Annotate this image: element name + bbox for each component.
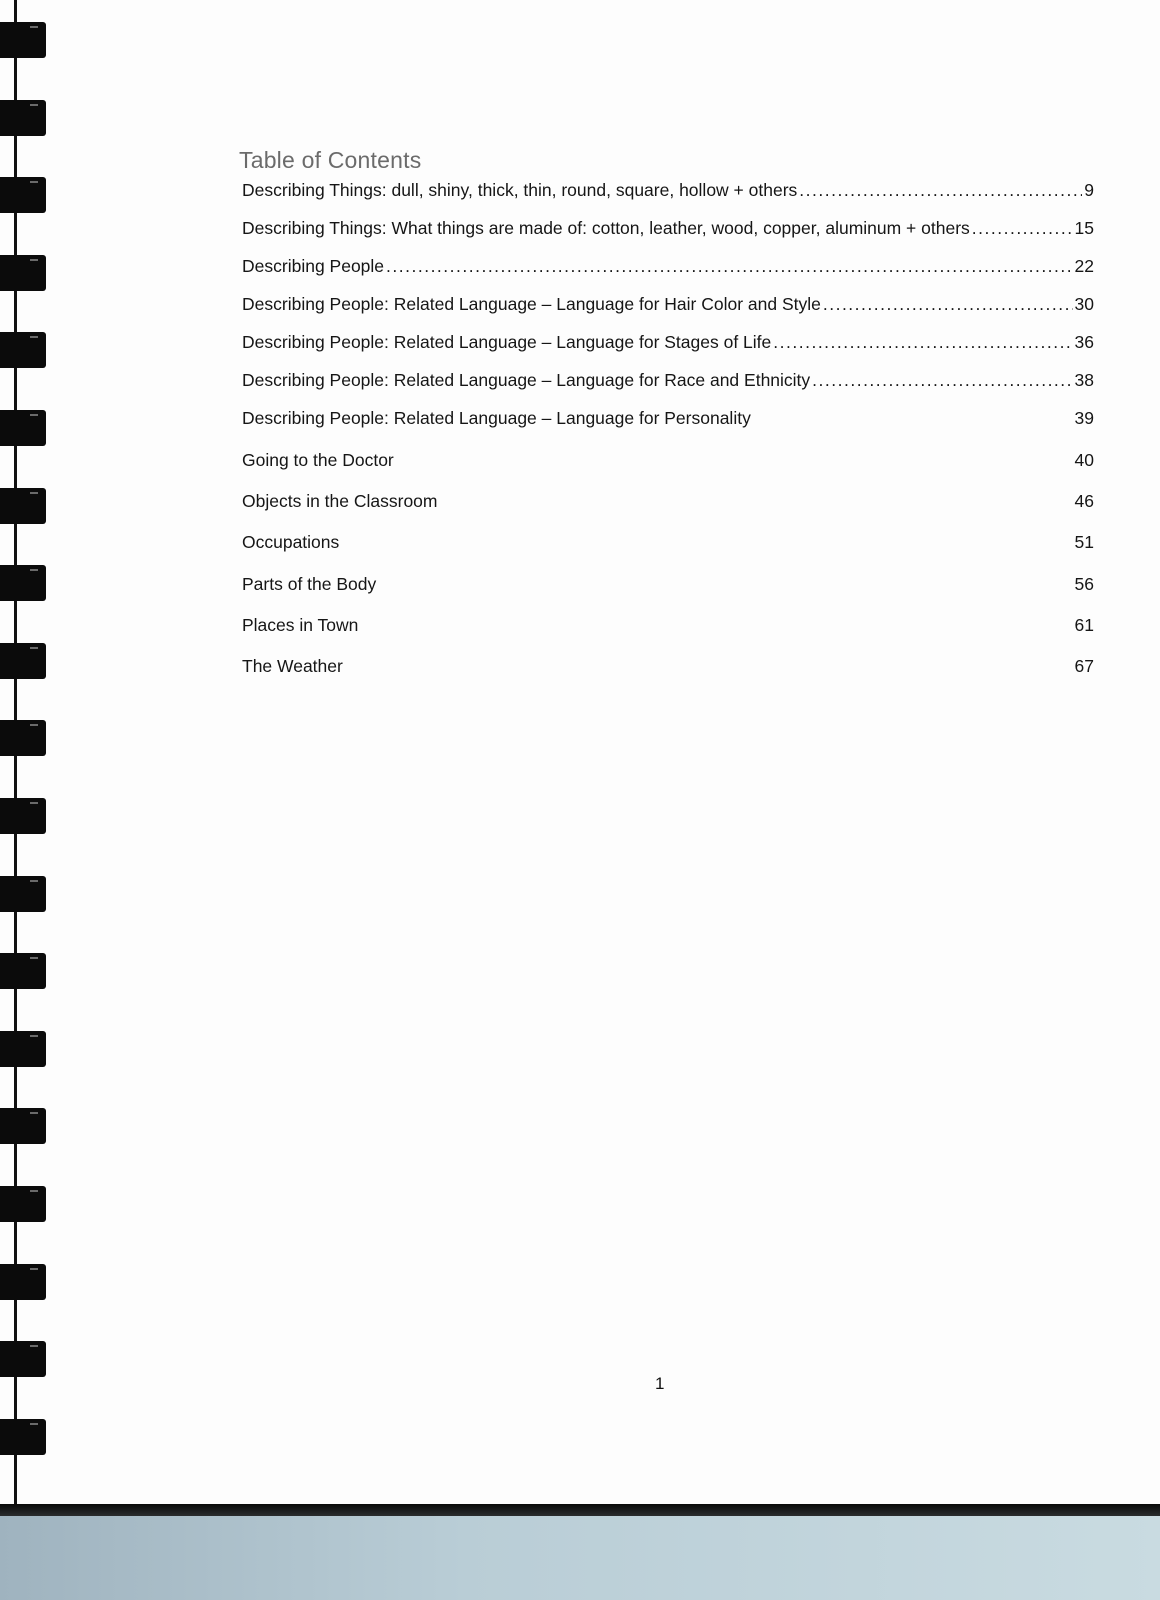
toc-entry: [242, 332, 1094, 358]
toc-entry-title: Occupations: [242, 532, 340, 552]
binding-hole: [0, 1186, 46, 1222]
binding-hole: [0, 488, 46, 524]
toc-heading: Table of Contents: [239, 147, 422, 173]
toc-dot-leader: [812, 370, 1072, 391]
toc-entry-page: 39: [1074, 408, 1094, 428]
toc-entry-page: 22: [1074, 256, 1094, 276]
toc-entry: [242, 574, 1094, 600]
binding-hole: [0, 100, 46, 136]
toc-entry-title: Objects in the Classroom: [242, 491, 438, 511]
binding-hole: [0, 565, 46, 601]
toc-entry: [242, 450, 1094, 476]
binding-hole: [0, 876, 46, 912]
binding-hole: [0, 1264, 46, 1300]
toc-entry-page: 67: [1074, 656, 1094, 676]
spiral-binding: [0, 0, 48, 1504]
toc-entry-page: 61: [1074, 615, 1094, 635]
scanner-edge: [0, 1504, 1160, 1516]
toc-entry: [242, 370, 1094, 396]
toc-entry: [242, 408, 1094, 434]
binding-hole: [0, 1341, 46, 1377]
toc-entry-title: Describing People: Related Language – Language for Stages of Life: [242, 332, 772, 352]
toc-dot-leader: [773, 332, 1072, 353]
toc-entry-title: Describing People: [242, 256, 385, 276]
toc-entry-title: Describing Things: dull, shiny, thick, thin, round, square, hollow + others: [242, 180, 798, 200]
toc-entry: [242, 615, 1094, 641]
binding-hole: [0, 798, 46, 834]
toc-entry-page: 40: [1074, 450, 1094, 470]
toc-entry-title: Describing Things: What things are made of: cotton, leather, wood, copper, aluminum + others: [242, 218, 970, 238]
binding-hole: [0, 177, 46, 213]
binding-hole: [0, 255, 46, 291]
page-number: 1: [655, 1374, 665, 1393]
binding-hole: [0, 643, 46, 679]
toc-entry-page: 56: [1074, 574, 1094, 594]
binding-hole: [0, 720, 46, 756]
toc-dot-leader: [799, 180, 1082, 201]
toc-entry: [242, 218, 1094, 244]
toc-entry: [242, 256, 1094, 282]
toc-entry: [242, 656, 1094, 682]
toc-entry-title: Places in Town: [242, 615, 359, 635]
toc-entry-page: 46: [1074, 491, 1094, 511]
toc-entry-page: 30: [1074, 294, 1094, 314]
toc-entry: [242, 532, 1094, 558]
toc-entry-page: 38: [1074, 370, 1094, 390]
toc-entry-title: The Weather: [242, 656, 343, 676]
toc-entry-page: 15: [1074, 218, 1094, 238]
toc-entry-title: Going to the Doctor: [242, 450, 394, 470]
toc-entry: [242, 180, 1094, 206]
toc-entry-title: Describing People: Related Language – Language for Hair Color and Style: [242, 294, 821, 314]
toc-dot-leader: [823, 294, 1073, 315]
binding-hole: [0, 410, 46, 446]
binding-hole: [0, 953, 46, 989]
binding-hole: [0, 332, 46, 368]
toc-entry-title: Describing People: Related Language – Language for Race and Ethnicity: [242, 370, 811, 390]
toc-entry-page: 51: [1074, 532, 1094, 552]
toc-entry-page: 36: [1074, 332, 1094, 352]
toc-entry: [242, 491, 1094, 517]
binding-hole: [0, 22, 46, 58]
toc-dot-leader: [386, 256, 1073, 277]
binding-hole: [0, 1108, 46, 1144]
binding-hole: [0, 1419, 46, 1455]
toc-entry-page: 9: [1084, 180, 1094, 200]
toc-dot-leader: [972, 218, 1073, 239]
toc-entry: [242, 294, 1094, 320]
toc-entry-title: Describing People: Related Language – Language for Personality: [242, 408, 751, 428]
binding-hole: [0, 1031, 46, 1067]
scanner-background: [0, 1516, 1160, 1600]
toc-entry-title: Parts of the Body: [242, 574, 377, 594]
